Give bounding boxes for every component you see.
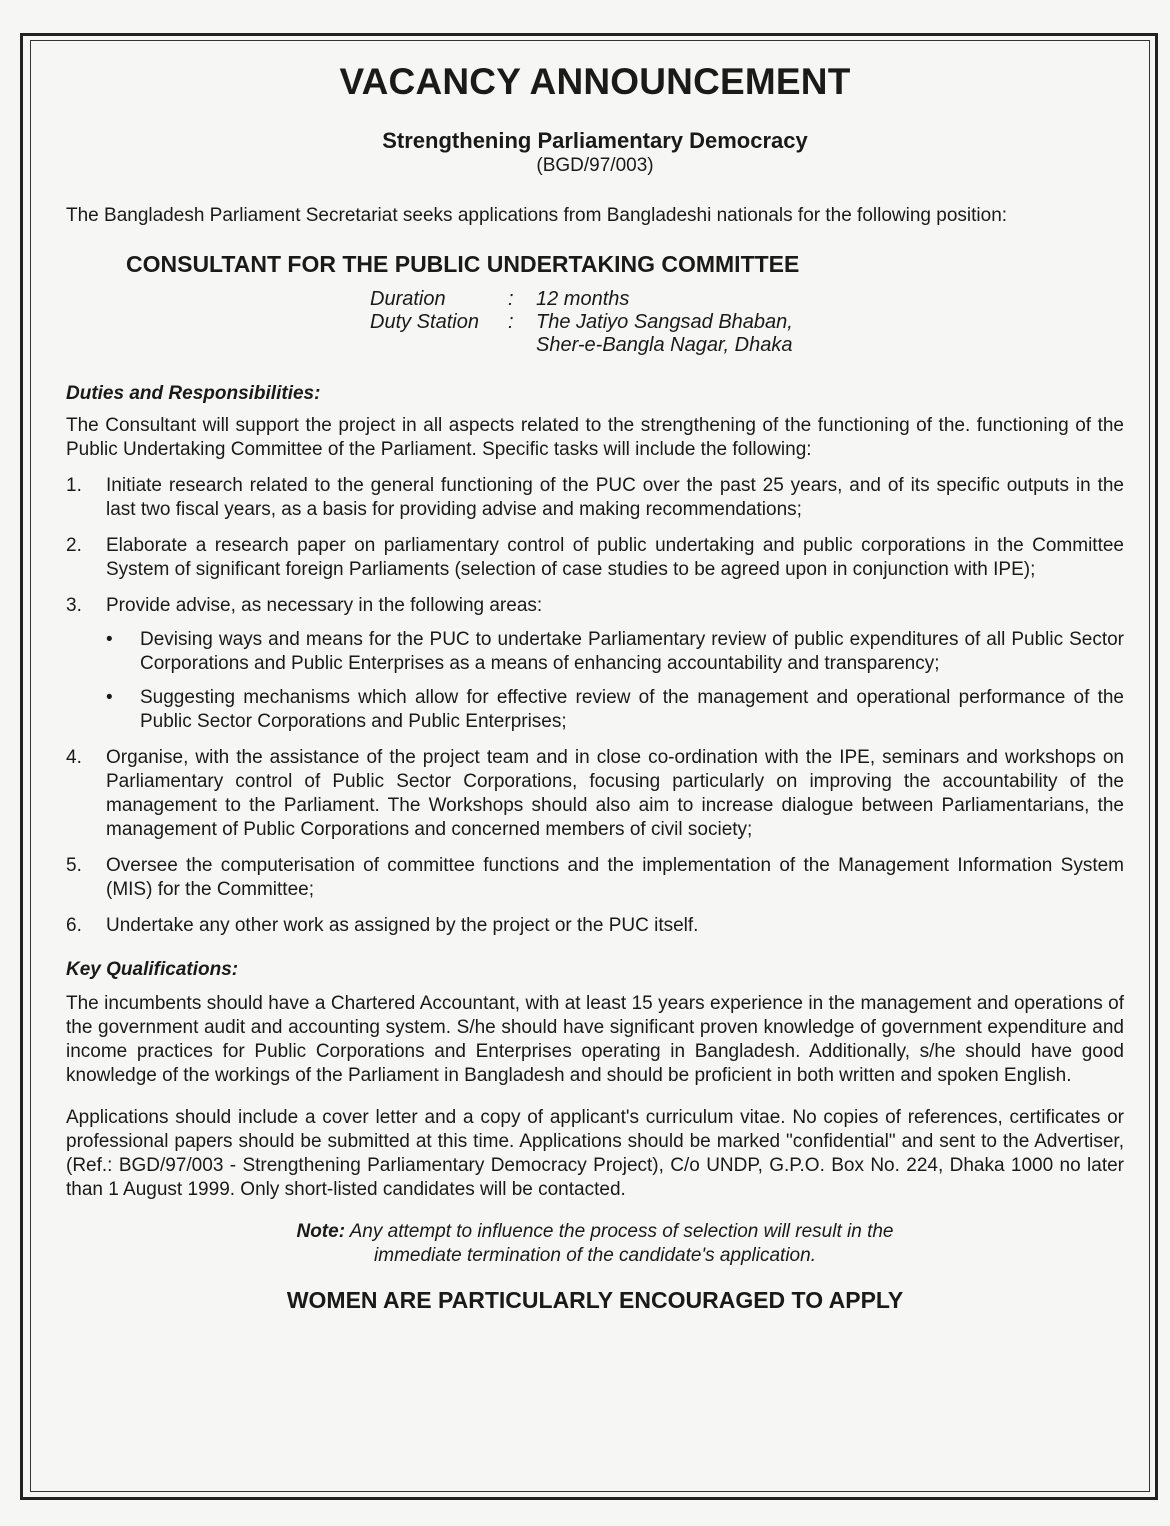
footer-message: WOMEN ARE PARTICULARLY ENCOURAGED TO APPLY xyxy=(286,1287,904,1313)
item-text: Oversee the computerisation of committee functions and the implementation of the Management Information System (MIS) for the Committee; xyxy=(106,855,1124,900)
header xyxy=(66,60,1124,178)
item-text: Undertake any other work as assigned by the project or the PUC itself. xyxy=(106,915,699,936)
note-label: Note: xyxy=(296,1221,346,1242)
list-item xyxy=(66,474,1124,522)
item-text: Organise, with the assistance of the project team and in close co-ordination with the IPE, seminars and workshops on Parliamentary control of Public Sector Corporations, focusing particularly on improving the accountability of the management to the Parliament. The Workshops should also aim to increase dialogue between Parliamentarians, the management of Public Corporations and concerned members of civil society; xyxy=(106,747,1124,840)
note-line-2: immediate termination of the candidate's application. xyxy=(374,1245,816,1266)
list-item xyxy=(66,594,1124,734)
item-text: Initiate research related to the general functioning of the PUC over the past 25 years, and of its specific outputs in the last two fiscal years, as a basis for providing advise and making recommendations; xyxy=(106,475,1124,520)
list-item xyxy=(66,534,1124,582)
bullet-text: Devising ways and means for the PUC to undertake Parliamentary review of public expenditures of all Public Sector Corporations and Public Enterprises as a means of enhancing accountability and transparency; xyxy=(140,629,1124,674)
duties-heading: Duties and Responsibilities: xyxy=(66,383,321,404)
item-number: 2. xyxy=(66,535,82,556)
position-title: CONSULTANT FOR THE PUBLIC UNDERTAKING COMMITTEE xyxy=(126,251,800,277)
duties-list xyxy=(66,474,1124,938)
project-name: Strengthening Parliamentary Democracy xyxy=(382,128,808,153)
project-code: (BGD/97/003) xyxy=(536,155,654,176)
item-body xyxy=(106,594,1124,734)
duration-row xyxy=(370,288,1124,311)
note xyxy=(66,1220,1124,1268)
intro-paragraph: The Bangladesh Parliament Secretariat seeks applications from Bangladeshi nationals for the following position: xyxy=(66,205,1008,226)
item-text: Elaborate a research paper on parliamentary control of public undertaking and public corporations in the Committee System of significant foreign Parliaments (selection of case studies to be agreed upon in conjunction with IPE); xyxy=(106,535,1124,580)
bullet-item xyxy=(106,686,1124,734)
bullet-icon: • xyxy=(106,687,113,708)
qualifications-text: The incumbents should have a Chartered Accountant, with at least 15 years experience in the management and operations of the government audit and accounting system. S/he should have significant proven knowledge of government expenditure and income practices for Public Corporations and Enterprises operating in Bangladesh. Additionally, s/he should have good knowledge of the workings of the Parliament in Bangladesh and should be proficient in both written and spoken English. xyxy=(66,993,1124,1086)
duties-intro: The Consultant will support the project in all aspects related to the strengthening of the functioning of the. functioning of the Public Undertaking Committee of the Parliament. Specific tasks will include the following: xyxy=(66,415,1124,460)
item-number: 3. xyxy=(66,595,82,616)
page-title: VACANCY ANNOUNCEMENT xyxy=(339,61,851,102)
item-number: 6. xyxy=(66,915,82,936)
list-item xyxy=(66,854,1124,902)
application-instructions: Applications should include a cover letter and a copy of applicant's curriculum vitae. No copies of references, certificates or professional papers should be submitted at this time. Applications should be marked "confidential" and sent to the Advertiser, (Ref.: BGD/97/003 - Strengthening Parliamentary Democracy Project), C/o UNDP, G.P.O. Box No. 224, Dhaka 1000 no later than 1 August 1999. Only short-listed candidates will be contacted. xyxy=(66,1107,1124,1200)
qualifications-heading: Key Qualifications: xyxy=(66,959,239,980)
item-text: Provide advise, as necessary in the following areas: xyxy=(106,595,543,616)
list-item xyxy=(66,746,1124,842)
item-number: 1. xyxy=(66,475,82,496)
station-value xyxy=(536,311,793,357)
list-item xyxy=(66,914,1124,938)
station-row xyxy=(370,311,1124,357)
announcement xyxy=(66,60,1124,1314)
station-line-1: The Jatiyo Sangsad Bhaban, xyxy=(536,311,793,333)
bullet-text: Suggesting mechanisms which allow for effective review of the management and operational performance of the Public Sector Corporations and Public Enterprises; xyxy=(140,687,1124,732)
station-line-2: Sher-e-Bangla Nagar, Dhaka xyxy=(536,334,793,356)
item-number: 4. xyxy=(66,747,82,768)
bullet-item xyxy=(106,628,1124,676)
station-label: Duty Station xyxy=(370,311,479,333)
item-number: 5. xyxy=(66,855,82,876)
separator: : xyxy=(508,288,514,310)
duration-label: Duration xyxy=(370,288,446,310)
note-line-1: Any attempt to influence the process of selection will result in the xyxy=(349,1221,894,1242)
separator: : xyxy=(508,311,514,333)
bullet-icon: • xyxy=(106,629,113,650)
position-terms xyxy=(370,288,1124,357)
duration-value: 12 months xyxy=(536,288,630,310)
